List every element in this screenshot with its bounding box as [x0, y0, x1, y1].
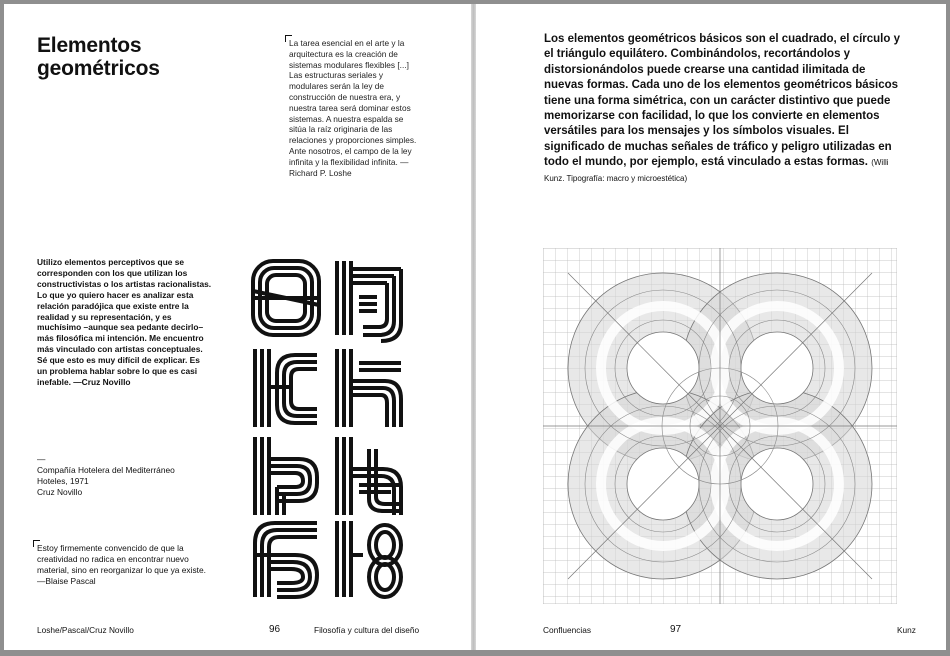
kunz-citation: (Willi Kunz. Tipografía: macro y microestética) [544, 158, 889, 183]
page-title: Elementos geométricos [37, 34, 160, 80]
loshe-quote: La tarea esencial en el arte y la arquitectura es la creación de sistemas modulares flexibles [...] Las estructuras seriales y modulares serán la ley de construcción de nuestra era, y nuestra tarea será dominar estos sistemas. A nuestra espalda se sitúa la raíz originaria de las relaciones y proporciones simples. Ante nosotros, el campo de la ley infinita y la flexibilidad infinita. —Richard P. Loshe [289, 38, 417, 178]
monogram-glyph [337, 261, 401, 341]
quatrefoil-rings [543, 248, 897, 604]
running-footer-section: Filosofía y cultura del diseño [314, 625, 420, 635]
running-footer-section: Confluencias [543, 625, 591, 635]
running-footer-author: Kunz [897, 625, 916, 635]
monogram-glyph [337, 521, 401, 597]
page-number: 96 [269, 624, 281, 635]
image-caption: — Compañía Hotelera del Mediterráneo Hoteles, 1971 Cruz Novillo [37, 454, 175, 497]
monogram-glyph [255, 437, 317, 515]
monogram-glyph [337, 437, 401, 515]
geometric-construction-grid-diagram [543, 248, 897, 604]
page-number: 97 [670, 624, 682, 635]
running-footer-authors: Loshe/Pascal/Cruz Novillo [37, 625, 134, 635]
monogram-glyph [337, 349, 401, 427]
pascal-quote: Estoy firmemente convencido de que la creatividad no radica en encontrar nuevo material, sino en reorganizar lo que ya existe. —Blaise Pascal [37, 543, 206, 586]
kunz-quote: Los elementos geométricos básicos son el cuadrado, el círculo y el triángulo equilátero. Combinándolos, recortándolos y distorsionándolos puede crearse una cantidad ilimitada de nuevas formas. Cada uno de los elementos geométricos básicos tiene una forma simétrica, con un carácter distintivo que puede memorizarse con facilidad, lo que los convierte en elementos versátiles para los mensajes y los símbolos visuales. El significado de muchas señales de tráfico y peligro utilizadas en todo el mundo, por ejemplo, está vinculado a estas formas. (Willi Kunz. Tipografía: macro y microestética) [544, 33, 900, 183]
monogram-glyphs-illustration [251, 259, 411, 599]
monogram-glyph [253, 261, 319, 335]
right-page [476, 4, 946, 650]
left-page [4, 4, 471, 650]
monogram-glyph [255, 523, 317, 597]
monogram-glyph [255, 349, 317, 427]
novillo-quote: Utilizo elementos perceptivos que se corresponden con los que utilizan los constructivistas o los artistas racionalistas. Lo que yo quiero hacer es analizar esta relación paradójica que existe entre la realidad y su representación, y es muchísimo –aunque sea pedante decirlo– más filosófica mi intención. Me encuentro más vinculado con artistas conceptuales. Sé que esto es muy difícil de explicar. Es un problema hablar sobre lo que es casi inefable. —Cruz Novillo [37, 257, 212, 387]
